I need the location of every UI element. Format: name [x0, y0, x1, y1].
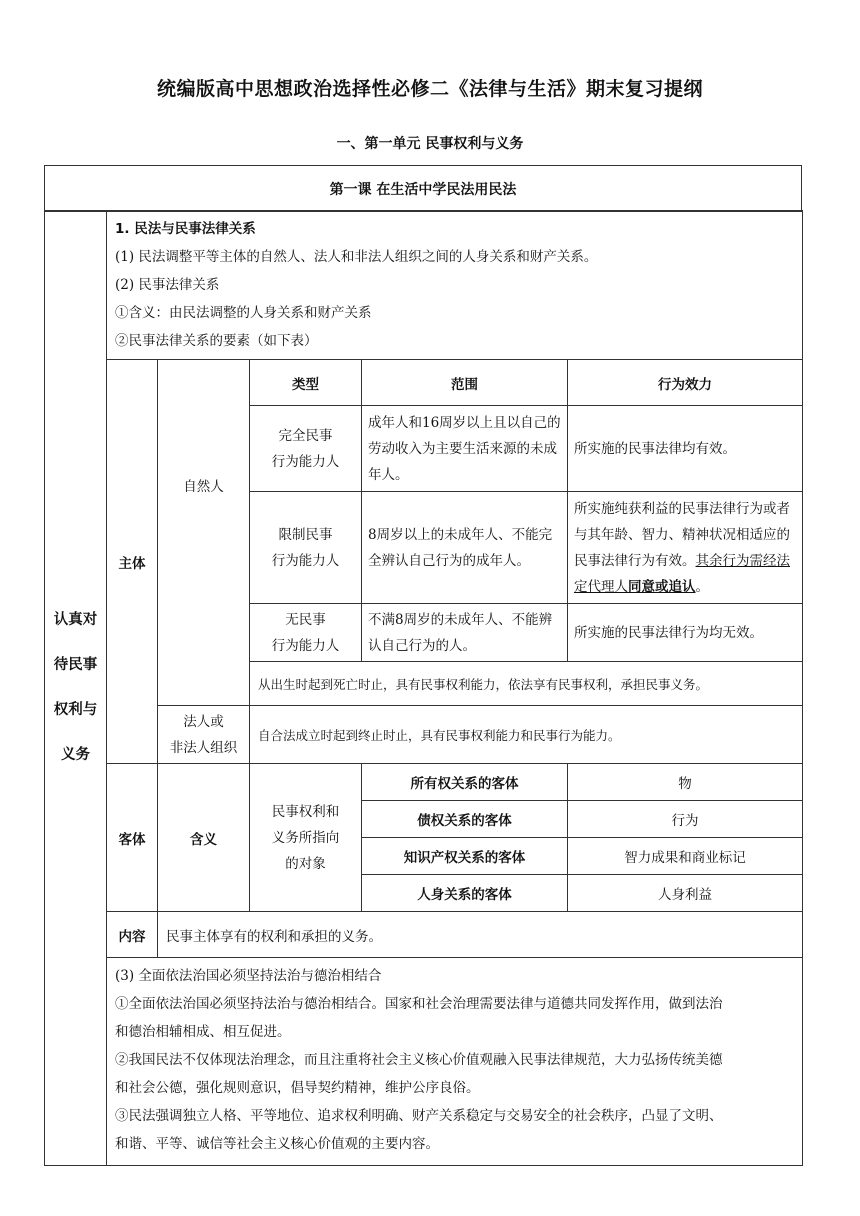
object-row-value: 人身利益: [568, 875, 803, 912]
object-row-value: 物: [568, 764, 803, 801]
natural-person-label: 自然人: [158, 360, 250, 706]
side-label: [45, 211, 107, 1166]
section3-line: 和德治相辅相成、相互促进。: [115, 1024, 291, 1040]
scope-limited-capacity: 8周岁以上的未成年人、不能完全辨认自己行为的成年人。: [362, 492, 568, 604]
unit-title: 一、第一单元 民事权利与义务: [336, 136, 524, 152]
effect-full-capacity: 所实施的民事法律均有效。: [568, 406, 803, 492]
meaning-text: 民事权利和 义务所指向 的对象: [250, 764, 362, 912]
effect-limited-end: 。: [695, 578, 709, 595]
intro-heading: 1. 民法与民事法律关系: [115, 221, 256, 237]
legal-person-note: 自合法成立时起到终止时止，具有民事权利能力和民事行为能力。: [250, 706, 803, 764]
object-row-name: 知识产权关系的客体: [362, 838, 568, 875]
section3-line: ①全面依法治国必须坚持法治与德治相结合。国家和社会治理需要法律与道德共同发挥作用，做到法治: [115, 996, 723, 1012]
meaning-label: 含义: [158, 764, 250, 912]
content-label: 内容: [107, 912, 158, 958]
scope-full-capacity: 成年人和16周岁以上且以自己的劳动收入为主要生活来源的未成年人。: [362, 406, 568, 492]
main-table: [44, 210, 803, 1166]
section3-line: (3) 全面依法治国必须坚持法治与德治相结合: [115, 968, 382, 984]
side-label-line: 待民事: [53, 657, 98, 673]
section3-line: ③民法强调独立人格、平等地位、追求权利明确、财产关系稳定与交易安全的社会秩序，凸显了文明、: [115, 1108, 723, 1124]
header-scope: 范围: [362, 360, 568, 406]
section3-block: [107, 958, 803, 1166]
section3-line: 和谐、平等、诚信等社会主义核心价值观的主要内容。: [115, 1136, 439, 1152]
effect-limited-capacity: [568, 492, 803, 604]
section3-line: ②我国民法不仅体现法治理念，而且注重将社会主义核心价值观融入民事法律规范，大力弘扬传统美德: [115, 1052, 723, 1068]
intro-line: ②民事法律关系的要素（如下表）: [115, 333, 318, 349]
object-label: 客体: [107, 764, 158, 912]
intro-line: ①含义：由民法调整的人身关系和财产关系: [115, 305, 372, 321]
object-row-value: 智力成果和商业标记: [568, 838, 803, 875]
subject-label: 主体: [107, 360, 158, 764]
intro-line: (2) 民事法律关系: [115, 277, 220, 293]
effect-limited-underlined: 其余行为需经法定代理人: [574, 552, 790, 595]
side-label-line: 权利与: [53, 702, 98, 718]
header-effect: 行为效力: [568, 360, 803, 406]
type-no-capacity: 无民事 行为能力人: [250, 604, 362, 662]
object-row-name: 所有权关系的客体: [362, 764, 568, 801]
object-row-value: 行为: [568, 801, 803, 838]
section3-line: 和社会公德，强化规则意识，倡导契约精神，维护公序良俗。: [115, 1080, 480, 1096]
header-type: 类型: [250, 360, 362, 406]
type-full-capacity: 完全民事 行为能力人: [250, 406, 362, 492]
side-label-line: 认真对: [53, 612, 98, 628]
document-title: 统编版高中思想政治选择性必修二《法律与生活》期末复习提纲: [156, 78, 703, 100]
intro-block: [107, 211, 803, 360]
object-row-name: 债权关系的客体: [362, 801, 568, 838]
scope-no-capacity: 不满8周岁的未成年人、不能辨认自己行为的人。: [362, 604, 568, 662]
content-text: 民事主体享有的权利和承担的义务。: [158, 912, 803, 958]
intro-line: (1) 民法调整平等主体的自然人、法人和非法人组织之间的人身关系和财产关系。: [115, 249, 598, 265]
legal-person-label: 法人或 非法人组织: [158, 706, 250, 764]
lesson-header-table: [44, 165, 802, 212]
natural-person-note: 从出生时起到死亡时止，具有民事权利能力，依法享有民事权利，承担民事义务。: [250, 662, 803, 706]
side-label-line: 义务: [61, 747, 90, 763]
type-limited-capacity: 限制民事 行为能力人: [250, 492, 362, 604]
effect-limited-plain: 所实施纯获利益的民事法律行为或者与其年龄、智力、精神状况相适应的民事法律行为有效。: [574, 500, 790, 569]
lesson-title: 第一课 在生活中学民法用民法: [45, 166, 802, 212]
effect-limited-underlined-bold: 同意或追认: [628, 578, 696, 595]
effect-no-capacity: 所实施的民事法律行为均无效。: [568, 604, 803, 662]
object-row-name: 人身关系的客体: [362, 875, 568, 912]
